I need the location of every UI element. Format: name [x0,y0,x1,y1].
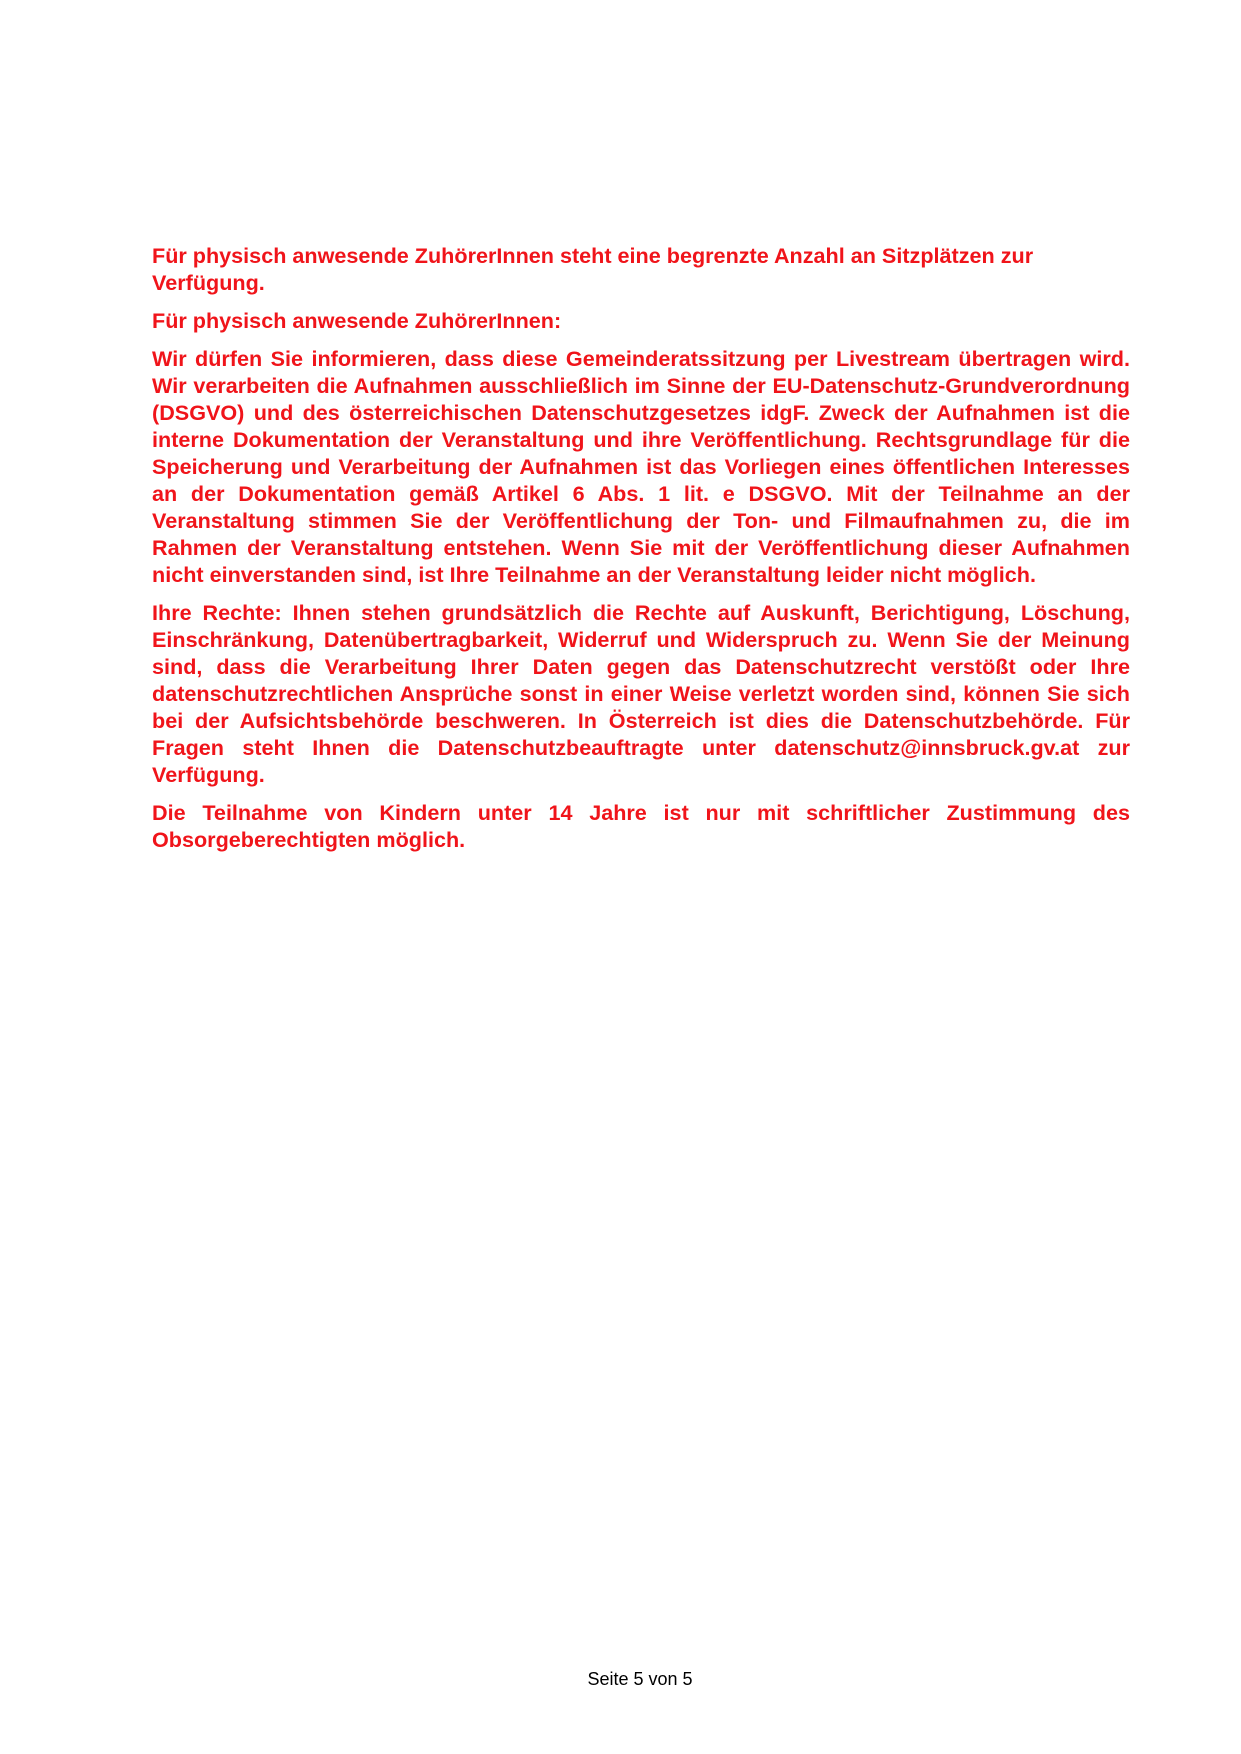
document-body [152,242,1130,864]
livestream-privacy-paragraph: Wir dürfen Sie informieren, dass diese Gemeinderatssitzung per Livestream übertragen wird. Wir verarbeiten die Aufnahmen ausschließlich im Sinne der EU-Datenschutz-Grundverordnung (DSGVO) und des österreichischen Datenschutzgesetzes idgF. Zweck der Aufnahmen ist die interne Dokumentation der Veranstaltung und ihre Veröffentlichung. Rechtsgrundlage für die Speicherung und Verarbeitung der Aufnahmen ist das Vorliegen eines öffentlichen Interesses an der Dokumentation gemäß Artikel 6 Abs. 1 lit. e DSGVO. Mit der Teilnahme an der Veranstaltung stimmen Sie der Veröffentlichung der Ton- und Filmaufnahmen zu, die im Rahmen der Veranstaltung entstehen. Wenn Sie mit der Veröffentlichung dieser Aufnahmen nicht einverstanden sind, ist Ihre Teilnahme an der Veranstaltung leider nicht möglich. [152,346,1130,587]
children-participation-paragraph: Die Teilnahme von Kindern unter 14 Jahre ist nur mit schriftlicher Zustimmung des Obsorgeberechtigten möglich. [152,800,1130,852]
seating-notice-paragraph: Für physisch anwesende ZuhörerInnen steht eine begrenzte Anzahl an Sitzplätzen zur Verfügung. [152,243,1034,295]
rights-paragraph: Ihre Rechte: Ihnen stehen grundsätzlich die Rechte auf Auskunft, Berichtigung, Löschung, Einschränkung, Datenübertragbarkeit, Widerruf und Widerspruch zu. Wenn Sie der Meinung sind, dass die Verarbeitung Ihrer Daten gegen das Datenschutzrecht verstößt oder Ihre datenschutzrechtlichen Ansprüche sonst in einer Weise verletzt worden sind, können Sie sich bei der Aufsichtsbehörde beschweren. In Österreich ist dies die Datenschutzbehörde. Für Fragen steht Ihnen die Datenschutzbeauftragte unter datenschutz@innsbruck.gv.at zur Verfügung. [152,600,1130,787]
page-number-footer: Seite 5 von 5 [587,1669,693,1689]
audience-heading: Für physisch anwesende ZuhörerInnen: [152,308,562,333]
